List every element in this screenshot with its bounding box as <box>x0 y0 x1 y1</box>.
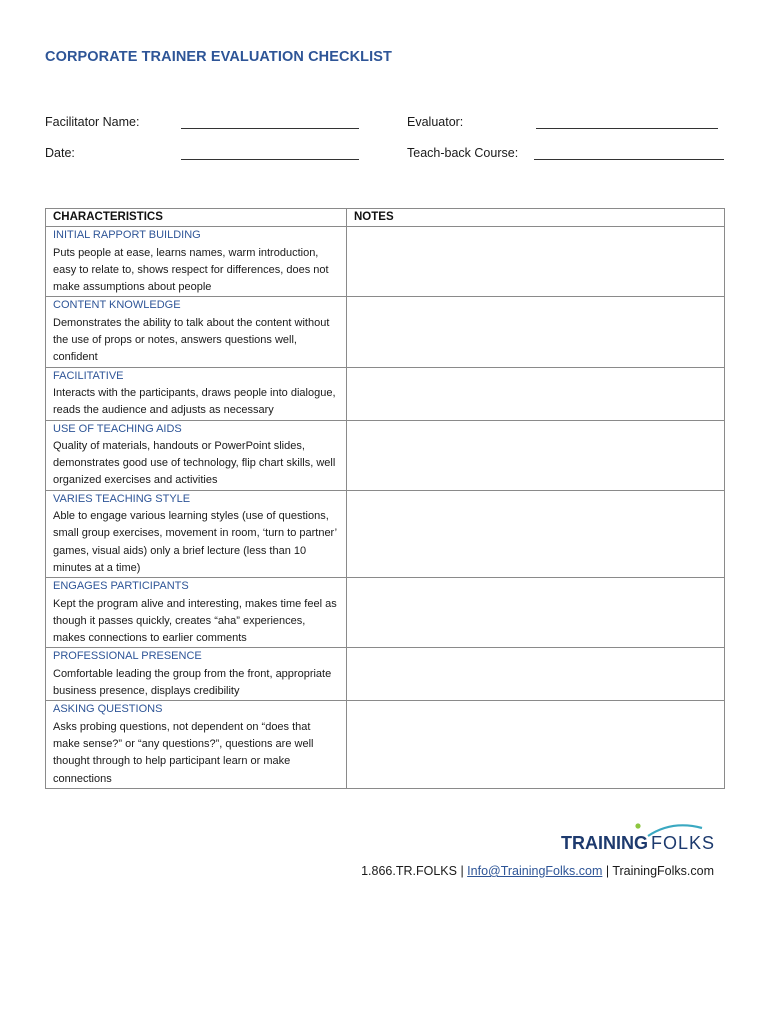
notes-header: NOTES <box>347 209 725 227</box>
logo-text-training: TRAINING <box>561 833 648 853</box>
teach-back-course-field[interactable] <box>534 159 724 160</box>
table-row <box>46 578 725 648</box>
category-description: Interacts with the participants, draws people into dialogue, reads the audience and adjusts as necessary <box>53 386 336 417</box>
category-label: CONTENT KNOWLEDGE <box>53 299 181 312</box>
category-label: FACILITATIVE <box>53 369 124 382</box>
evaluator-field[interactable] <box>536 128 718 129</box>
characteristic-cell <box>46 227 347 297</box>
facilitator-name-field[interactable] <box>181 128 359 129</box>
category-description: Kept the program alive and interesting, makes time feel as though it passes quickly, creates “aha” experiences, makes connections to earlier comments <box>53 597 337 645</box>
footer-phone: 1.866.TR.FOLKS <box>361 864 457 878</box>
notes-cell[interactable] <box>347 490 725 577</box>
category-description: Demonstrates the ability to talk about the content without the use of props or notes, answers questions well, confident <box>53 316 330 364</box>
category-label: VARIES TEACHING STYLE <box>53 492 191 505</box>
category-label: USE OF TEACHING AIDS <box>53 422 182 435</box>
notes-cell[interactable] <box>347 648 725 701</box>
notes-cell[interactable] <box>347 701 725 788</box>
category-description: Able to engage various learning styles (use of questions, small group exercises, movement in room, ‘turn to partner’ games, visual aids) only a brief lecture (less than 10 minutes at a time) <box>53 510 337 574</box>
notes-cell[interactable] <box>347 297 725 367</box>
category-label: INITIAL RAPPORT BUILDING <box>53 229 201 242</box>
category-description: Puts people at ease, learns names, warm introduction, easy to relate to, shows respect for differences, does not make assumptions about people <box>53 246 329 294</box>
notes-cell[interactable] <box>347 420 725 490</box>
footer-website: TrainingFolks.com <box>612 864 714 878</box>
characteristic-cell <box>46 297 347 367</box>
evaluation-table <box>45 208 725 789</box>
page-title: CORPORATE TRAINER EVALUATION CHECKLIST <box>45 49 392 65</box>
category-description: Quality of materials, handouts or PowerPoint slides, demonstrates good use of technology, flip chart skills, well organized exercises and activities <box>53 439 336 487</box>
characteristic-cell <box>46 490 347 577</box>
trainingfolks-logo <box>560 818 720 858</box>
characteristic-cell <box>46 578 347 648</box>
footer-separator: | <box>460 864 464 878</box>
table-row <box>46 701 725 788</box>
evaluator-label: Evaluator: <box>407 115 464 129</box>
table-row <box>46 297 725 367</box>
category-label: PROFESSIONAL PRESENCE <box>53 650 202 663</box>
date-field[interactable] <box>181 159 359 160</box>
contact-footer <box>0 864 714 878</box>
characteristics-header: CHARACTERISTICS <box>46 209 347 227</box>
characteristic-cell <box>46 701 347 788</box>
notes-cell[interactable] <box>347 227 725 297</box>
characteristic-cell <box>46 648 347 701</box>
characteristic-cell <box>46 367 347 420</box>
category-description: Asks probing questions, not dependent on “does that make sense?” or “any questions?”, questions are well thought through to help participant learn or make connections <box>53 720 314 785</box>
table-row <box>46 367 725 420</box>
category-description: Comfortable leading the group from the front, appropriate business presence, displays credibility <box>53 667 332 698</box>
table-row <box>46 648 725 701</box>
teach-back-course-label: Teach-back Course: <box>407 146 519 160</box>
date-label: Date: <box>45 146 75 160</box>
facilitator-name-label: Facilitator Name: <box>45 115 140 129</box>
table-row <box>46 420 725 490</box>
notes-cell[interactable] <box>347 367 725 420</box>
footer-separator: | <box>605 864 610 878</box>
characteristic-cell <box>46 420 347 490</box>
logo-dot <box>635 823 640 828</box>
category-label: ENGAGES PARTICIPANTS <box>53 580 189 593</box>
category-label: ASKING QUESTIONS <box>53 703 163 716</box>
footer-email-link[interactable]: Info@TrainingFolks.com <box>467 864 603 878</box>
logo-text-folks: FOLKS <box>651 833 716 853</box>
notes-cell[interactable] <box>347 578 725 648</box>
table-header-row <box>46 209 725 227</box>
table-row <box>46 490 725 577</box>
table-row <box>46 227 725 297</box>
